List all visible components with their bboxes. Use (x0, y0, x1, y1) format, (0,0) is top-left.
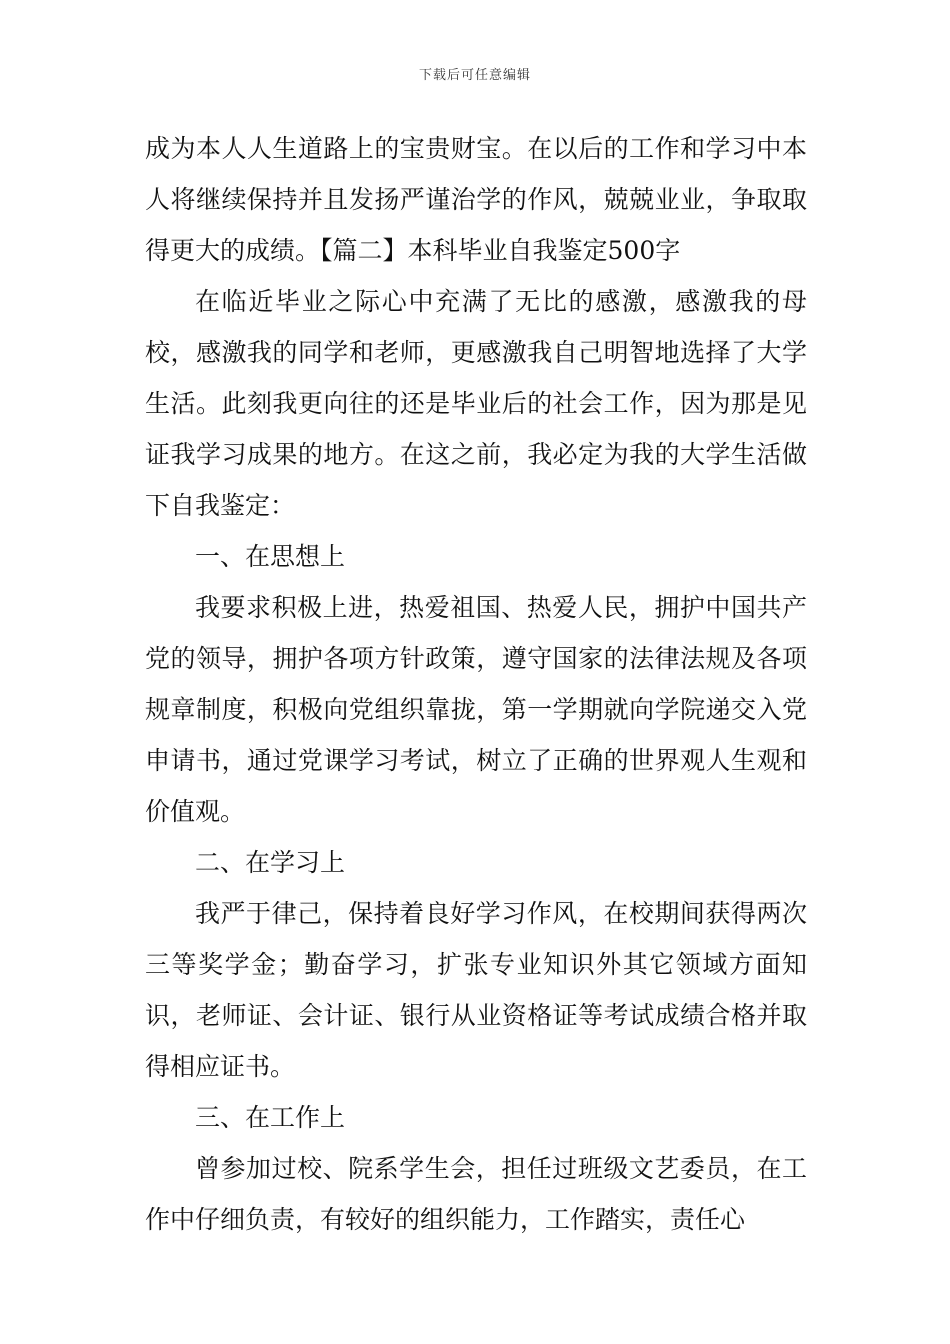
section-heading-thought: 一、在思想上 (195, 542, 346, 571)
document-body (145, 123, 807, 1245)
paragraph-intro: 在临近毕业之际心中充满了无比的感激，感激我的母校，感激我的同学和老师，更感激我自己明智地选择了大学生活。此刻我更向往的还是毕业后的社会工作，因为那是见证我学习成果的地方。在这之前，我必定为我的大学生活做下自我鉴定： (145, 287, 807, 520)
section-heading-work: 三、在工作上 (195, 1103, 346, 1132)
paragraph-continuation: 成为本人人生道路上的宝贵财宝。在以后的工作和学习中本人将继续保持并且发扬严谨治学的作风，兢兢业业，争取取得更大的成绩。【篇二】本科毕业自我鉴定500字 (145, 134, 807, 265)
paragraph-thought: 我要求积极上进，热爱祖国、热爱人民，拥护中国共产党的领导，拥护各项方针政策，遵守国家的法律法规及各项规章制度，积极向党组织靠拢，第一学期就向学院递交入党申请书，通过党课学习考试，树立了正确的世界观人生观和价值观。 (145, 593, 807, 826)
section-heading-study: 二、在学习上 (195, 848, 346, 877)
paragraph-study: 我严于律己，保持着良好学习作风，在校期间获得两次三等奖学金；勤奋学习，扩张专业知识外其它领域方面知识，老师证、会计证、银行从业资格证等考试成绩合格并取得相应证书。 (145, 899, 807, 1081)
paragraph-work: 曾参加过校、院系学生会，担任过班级文艺委员，在工作中仔细负责，有较好的组织能力，工作踏实，责任心 (145, 1154, 807, 1234)
page-header: 下载后可任意编辑 (418, 68, 531, 83)
